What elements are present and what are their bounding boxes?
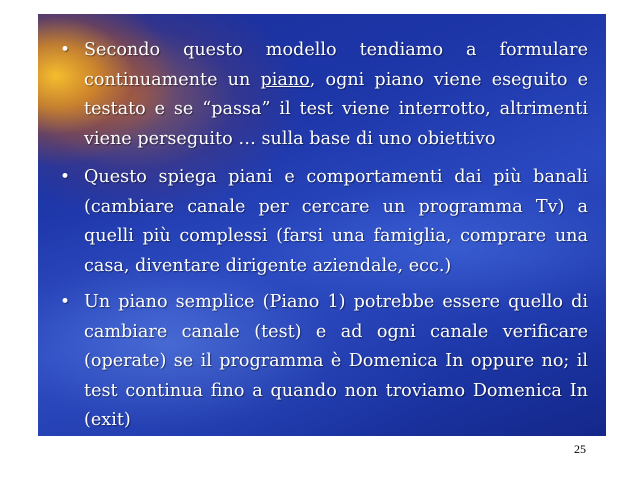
bullet-marker: • bbox=[60, 292, 71, 312]
bullet-text: Un piano semplice (Piano 1) potrebbe essere quello di cambiare canale (test) e ad ogni canale verificare (operate) se il programma è Domenica In oppure no; il test continua fino a quando non troviamo Domenica In (exit) bbox=[84, 292, 588, 430]
bullet-item bbox=[60, 36, 588, 154]
bullet-item bbox=[60, 163, 588, 281]
page-number: 25 bbox=[574, 442, 586, 456]
underlined-word: piano bbox=[260, 69, 310, 90]
bullet-text bbox=[84, 36, 588, 154]
bullet-text: Questo spiega piani e comportamenti dai più banali (cambiare canale per cercare un programma Tv) a quelli più complessi (farsi una famiglia, comprare una casa, diventare dirigente aziendale, ecc.) bbox=[84, 167, 588, 276]
bullet-marker: • bbox=[60, 167, 71, 187]
slide bbox=[38, 14, 606, 436]
bullet-item bbox=[60, 288, 588, 436]
bullet-marker: • bbox=[60, 40, 71, 60]
bullet-text-part: Secondo questo modello tendiamo a formulare continuamente un bbox=[84, 40, 588, 90]
bullet-text-part: , ogni piano viene eseguito e testato e se “passa” il test viene interrotto, altrimenti viene perseguito … sulla base di uno obiettivo bbox=[84, 69, 588, 149]
